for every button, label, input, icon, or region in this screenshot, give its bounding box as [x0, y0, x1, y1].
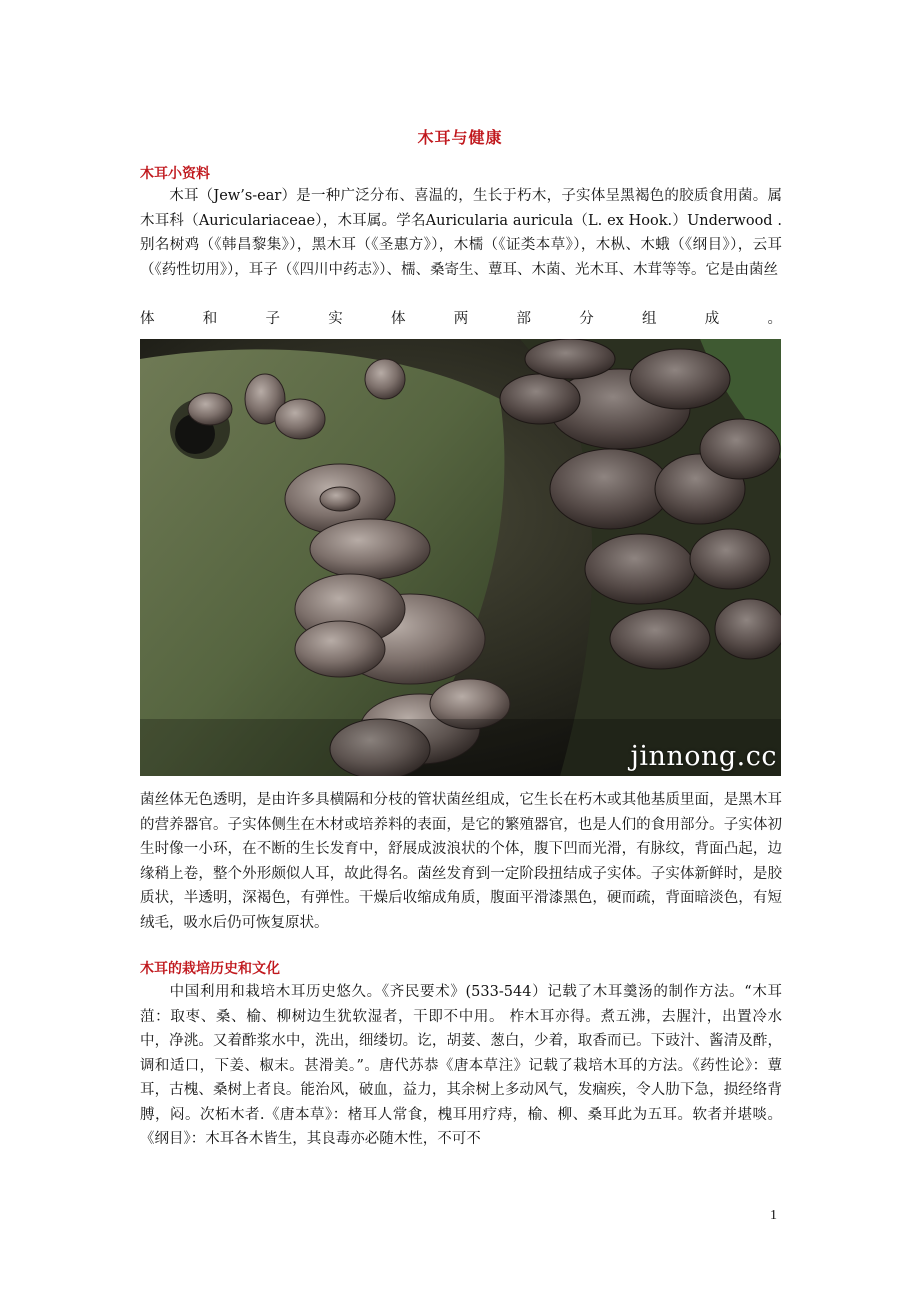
section-heading-history: 木耳的栽培历史和文化	[140, 961, 280, 977]
tail-char: 和	[202, 311, 218, 327]
tail-char: 部	[516, 311, 531, 327]
tail-char: 分	[579, 311, 594, 327]
tail-char: 。	[767, 311, 782, 327]
photo-watermark: jinnong.cc	[630, 741, 777, 772]
intro-paragraph-last-line	[140, 307, 782, 328]
history-paragraph	[140, 980, 782, 1152]
tail-char: 子	[265, 311, 280, 327]
mushroom-illustration	[140, 339, 781, 776]
tail-char: 两	[453, 311, 469, 327]
tail-char: 体	[391, 311, 406, 327]
tail-char: 成	[704, 311, 720, 327]
tail-char: 组	[642, 311, 657, 327]
page-number: 1	[770, 1208, 777, 1223]
mycelium-paragraph: 菌丝体无色透明，是由许多具横隔和分枝的管状菌丝组成，它生长在朽木或其他基质里面，是黑木耳的营养器官。子实体侧生在木材或培养料的表面，是它的繁殖器官，也是人们的食用部分。子实体初生时像一小环，在不断的生长发育中，舒展成波浪状的个体，腹下凹而光滑，有脉纹，背面凸起，边缘稍上卷，整个外形颇似人耳，故此得名。菌丝发育到一定阶段扭结成子实体。子实体新鲜时，是胶质状，半透明，深褐色，有弹性。干燥后收缩成角质，腹面平滑漆黑色，硬而疏，背面暗淡色，有短绒毛，吸水后仍可恢复原状。	[140, 792, 782, 931]
intro-paragraph	[140, 184, 782, 282]
page-title: 木耳与健康	[417, 128, 503, 147]
tail-char: 体	[140, 311, 155, 327]
history-paragraph-text: 中国利用和栽培木耳历史悠久。《齐民要术》(533-544）记载了木耳羹汤的制作方法。“木耳菹：取枣、桑、榆、柳树边生犹软湿者，干即不中用。 柞木耳亦得。煮五沸，去腥汁，出置冷水中，净洮。又着酢浆水中，洗出，细缕切。讫，胡荽、葱白，少着，取香而已。下豉汁、酱清及酢，调和适口，下姜、椒末。甚滑美。”。唐代苏恭《唐本草注》记载了栽培木耳的方法。《药性论》：蕈耳，古槐、桑树上者良。能治风，破血，益力，其余树上多动风气，发痼疾，令人肋下急，损经络背膊，闷。次柘木者.《唐本草》：楮耳人常食，槐耳用疗痔，榆、柳、桑耳此为五耳。软者并堪啖。《纲目》：木耳各木皆生，其良毒亦必随木性，不可不	[140, 984, 782, 1147]
intro-paragraph-text: 木耳（Jew’s-ear）是一种广泛分布、喜温的，生长于朽木，子实体呈黑褐色的胶质食用菌。属木耳科（Auriculariaceae），木耳属。学名Auricularia auricula（L. ex Hook.）Underwood .别名树鸡（《韩昌黎集》），黑木耳（《圣惠方》），木檽（《证类本草》），木枞、木蛾（《纲目》），云耳（《药性切用》），耳子（《四川中药志》）、檽、桑寄生、蕈耳、木菌、光木耳、木茸等等。它是由菌丝	[140, 188, 782, 278]
wood-ear-mushroom-photo	[140, 339, 781, 776]
tail-char: 实	[328, 311, 343, 327]
section-heading-info: 木耳小资料	[140, 166, 210, 182]
